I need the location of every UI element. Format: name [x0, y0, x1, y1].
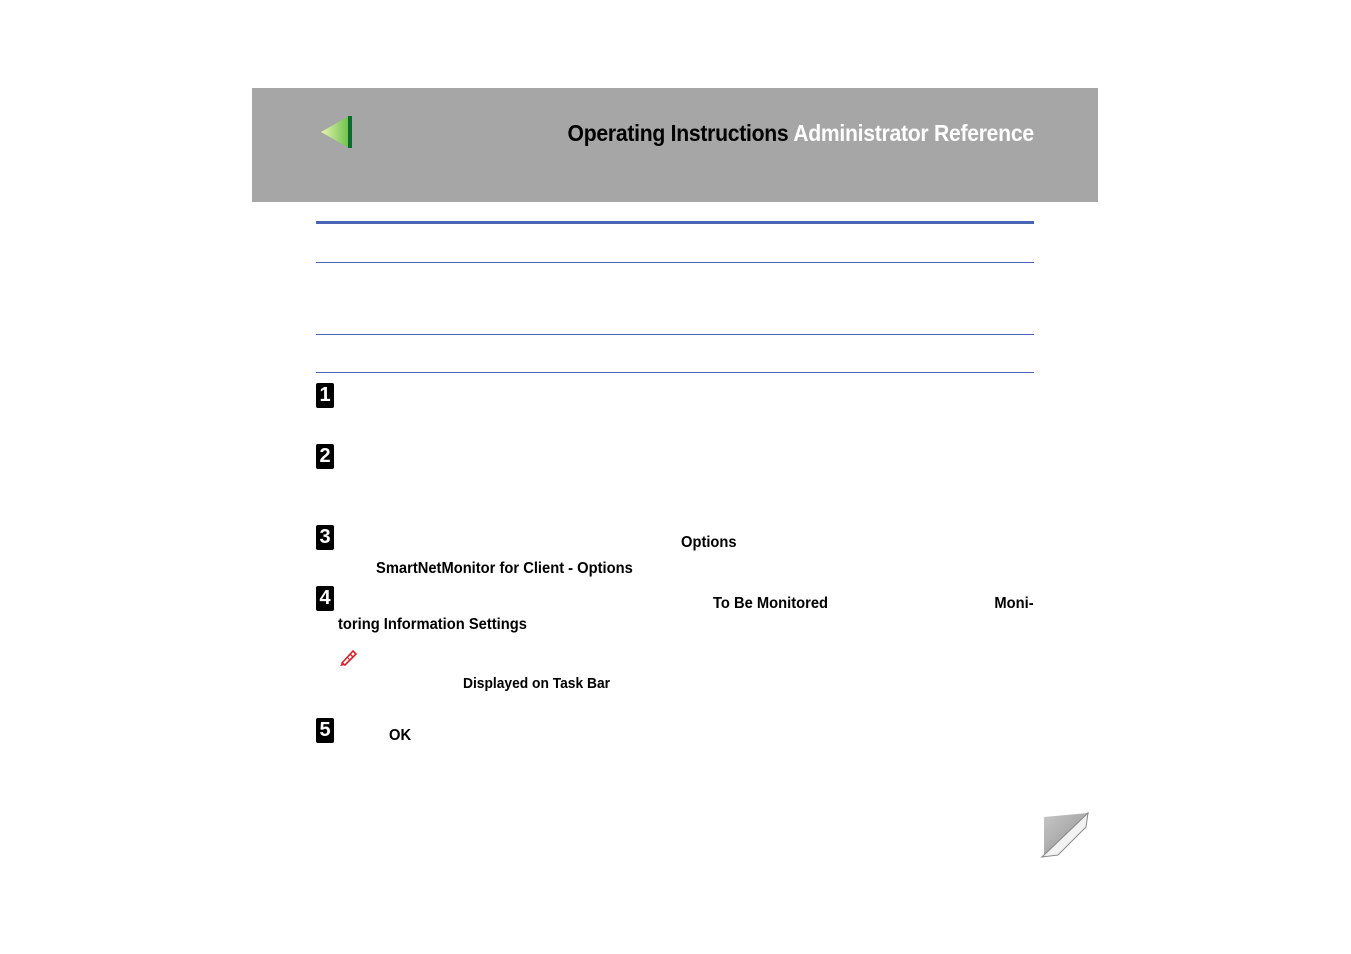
back-arrow-icon[interactable] — [319, 114, 353, 150]
subheading-rule-top — [316, 334, 1034, 335]
term-to-be-monitored: To Be Monitored — [713, 595, 829, 612]
step-number-4: 4 — [316, 586, 334, 611]
title-administrator-reference: Administrator Reference — [793, 120, 1034, 146]
term-monitoring-information-settings: toring Information Settings — [338, 616, 527, 633]
term-displayed-on-task-bar: Displayed on Task Bar — [463, 675, 610, 692]
pencil-note-icon — [338, 648, 358, 666]
term-options: Options — [681, 534, 737, 551]
title-operating-instructions: Operating Instructions — [567, 120, 789, 146]
step-number-1: 1 — [316, 383, 334, 408]
page-header — [252, 88, 1098, 202]
term-monitoring-hyphen: Moni- — [994, 595, 1034, 612]
heading-rule-thick — [316, 221, 1034, 224]
step-number-5: 5 — [316, 718, 334, 743]
heading-rule — [316, 262, 1034, 263]
term-smartnetmonitor-options: SmartNetMonitor for Client - Options — [376, 560, 633, 577]
next-page-icon[interactable] — [1038, 811, 1090, 859]
term-ok: OK — [389, 727, 412, 744]
header-title — [568, 120, 1034, 147]
subheading-rule-bottom — [316, 372, 1034, 373]
step-number-2: 2 — [316, 444, 334, 469]
step-number-3: 3 — [316, 525, 334, 550]
